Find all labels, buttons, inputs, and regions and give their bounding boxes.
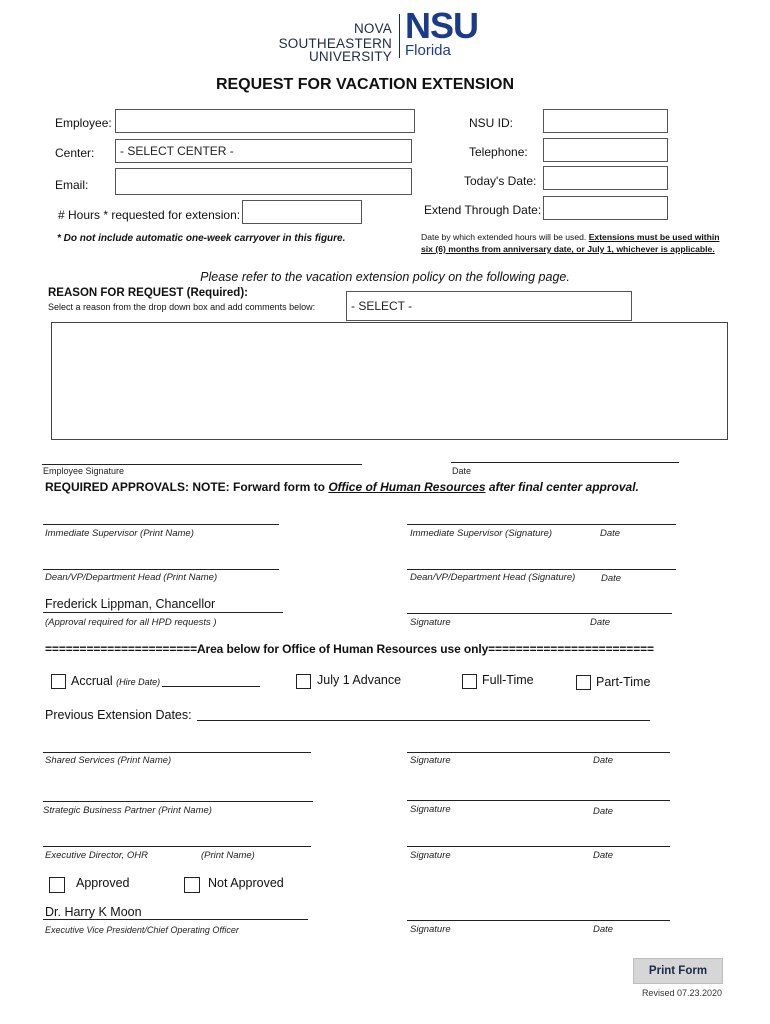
approvals-heading bbox=[45, 480, 639, 494]
supervisor-print-line[interactable] bbox=[43, 524, 279, 525]
date-note bbox=[421, 231, 723, 255]
strategic-partner-date-caption: Date bbox=[593, 806, 614, 817]
nsu-logo bbox=[405, 5, 479, 59]
todays-date-field[interactable] bbox=[543, 166, 668, 190]
strategic-partner-sig-caption: Signature bbox=[410, 804, 451, 815]
hr-divider: ======================Area below for Office of Human Resources use only======================== bbox=[45, 642, 654, 656]
revised-date: Revised 07.23.2020 bbox=[641, 988, 722, 998]
dean-print-caption: Dean/VP/Department Head (Print Name) bbox=[45, 572, 218, 583]
hours-label: # Hours * requested for extension: bbox=[58, 208, 241, 222]
chancellor-note: (Approval required for all HPD requests ) bbox=[45, 617, 217, 628]
evp-date-caption: Date bbox=[593, 924, 614, 935]
university-name-line1: NOVA SOUTHEASTERN bbox=[278, 21, 392, 51]
reason-select[interactable]: - SELECT - bbox=[346, 291, 632, 321]
evp-name: Dr. Harry K Moon bbox=[45, 905, 142, 919]
shared-services-line[interactable] bbox=[43, 752, 311, 753]
strategic-partner-line[interactable] bbox=[43, 801, 313, 802]
extend-through-label: Extend Through Date: bbox=[424, 203, 542, 217]
hire-date-line[interactable] bbox=[162, 686, 260, 687]
not-approved-label: Not Approved bbox=[208, 876, 284, 890]
logo-divider bbox=[399, 14, 400, 58]
reason-instruction: Select a reason from the drop down box and add comments below: bbox=[48, 302, 316, 312]
approvals-heading-suffix: after final center approval. bbox=[485, 480, 639, 494]
exec-director-line[interactable] bbox=[43, 846, 311, 847]
supervisor-date-caption: Date bbox=[600, 528, 621, 539]
evp-title: Executive Vice President/Chief Operating Officer bbox=[45, 925, 239, 935]
chancellor-date-caption: Date bbox=[590, 617, 611, 628]
shared-services-caption: Shared Services (Print Name) bbox=[45, 755, 172, 766]
evp-line bbox=[43, 919, 308, 920]
supervisor-sig-line[interactable] bbox=[407, 524, 676, 525]
page-title: REQUEST FOR VACATION EXTENSION bbox=[215, 76, 515, 93]
accrual-text: Accrual bbox=[71, 674, 113, 688]
exec-director-date-caption: Date bbox=[593, 850, 614, 861]
nsu-logo-sub: Florida bbox=[405, 42, 451, 59]
employee-field[interactable] bbox=[115, 109, 415, 133]
telephone-field[interactable] bbox=[543, 138, 668, 162]
not-approved-checkbox[interactable] bbox=[184, 877, 200, 893]
dean-sig-caption: Dean/VP/Department Head (Signature) bbox=[410, 572, 576, 583]
exec-director-print-caption: (Print Name) bbox=[201, 850, 255, 861]
employee-signature-caption: Employee Signature bbox=[43, 466, 125, 476]
print-form-button[interactable]: Print Form bbox=[633, 958, 723, 984]
prev-dates-label: Previous Extension Dates: bbox=[45, 708, 192, 722]
chancellor-line bbox=[43, 612, 283, 613]
nsu-id-label: NSU ID: bbox=[469, 116, 514, 130]
date-note-plain: Date by which extended hours will be used. bbox=[421, 232, 589, 242]
dean-sig-line[interactable] bbox=[407, 569, 676, 570]
exec-director-caption: Executive Director, OHR bbox=[45, 850, 148, 861]
accrual-label bbox=[71, 674, 160, 688]
approved-checkbox[interactable] bbox=[49, 877, 65, 893]
accrual-checkbox[interactable] bbox=[51, 674, 66, 689]
chancellor-sig-line[interactable] bbox=[407, 613, 672, 614]
dean-date-caption: Date bbox=[601, 573, 622, 584]
supervisor-print-caption: Immediate Supervisor (Print Name) bbox=[45, 528, 194, 539]
nsu-logo-mark: NSU bbox=[405, 5, 479, 46]
supervisor-sig-caption: Immediate Supervisor (Signature) bbox=[410, 528, 553, 539]
employee-date-line[interactable] bbox=[451, 462, 679, 463]
todays-date-label: Today's Date: bbox=[464, 174, 537, 188]
carryover-note: * Do not include automatic one-week carryover in this figure. bbox=[57, 233, 346, 244]
strategic-partner-caption: Strategic Business Partner (Print Name) bbox=[43, 805, 212, 816]
evp-sig-caption: Signature bbox=[410, 924, 451, 935]
evp-sig-line[interactable] bbox=[407, 920, 670, 921]
email-label: Email: bbox=[55, 178, 89, 192]
policy-note: Please refer to the vacation extension policy on the following page. bbox=[200, 270, 570, 284]
approvals-heading-prefix: REQUIRED APPROVALS: NOTE: Forward form to bbox=[45, 480, 329, 494]
approved-label: Approved bbox=[76, 876, 130, 890]
hours-field[interactable] bbox=[242, 200, 362, 224]
chancellor-sig-caption: Signature bbox=[410, 617, 451, 628]
chancellor-name: Frederick Lippman, Chancellor bbox=[45, 597, 216, 611]
july-advance-checkbox[interactable] bbox=[296, 674, 311, 689]
extend-through-field[interactable] bbox=[543, 196, 668, 220]
shared-services-sig-line[interactable] bbox=[407, 752, 670, 753]
shared-services-sig-caption: Signature bbox=[410, 755, 451, 766]
hire-date-text: (Hire Date) bbox=[116, 677, 161, 687]
email-field[interactable] bbox=[115, 168, 412, 195]
dean-print-line[interactable] bbox=[43, 569, 279, 570]
prev-dates-line[interactable] bbox=[197, 720, 650, 721]
exec-director-sig-line[interactable] bbox=[407, 846, 670, 847]
reason-title: REASON FOR REQUEST (Required): bbox=[48, 287, 248, 299]
part-time-label: Part-Time bbox=[596, 675, 651, 689]
employee-signature-line[interactable] bbox=[42, 464, 362, 465]
part-time-checkbox[interactable] bbox=[576, 675, 591, 690]
comments-textarea[interactable] bbox=[51, 322, 728, 440]
center-label: Center: bbox=[55, 146, 95, 160]
date-note-bold: Extensions must be used within six (6) months from anniversary date, or July 1, whichever is applicable. bbox=[421, 232, 720, 254]
university-name-line2: UNIVERSITY bbox=[308, 49, 392, 64]
full-time-checkbox[interactable] bbox=[462, 674, 477, 689]
shared-services-date-caption: Date bbox=[593, 755, 614, 766]
july-advance-label: July 1 Advance bbox=[317, 673, 402, 687]
telephone-label: Telephone: bbox=[469, 145, 528, 159]
employee-date-caption: Date bbox=[452, 466, 472, 476]
strategic-partner-sig-line[interactable] bbox=[407, 800, 670, 801]
employee-label: Employee: bbox=[55, 116, 112, 130]
center-select[interactable]: - SELECT CENTER - bbox=[115, 139, 412, 163]
full-time-label: Full-Time bbox=[482, 673, 534, 687]
university-name bbox=[258, 21, 392, 64]
nsu-id-field[interactable] bbox=[543, 109, 668, 133]
exec-director-sig-caption: Signature bbox=[410, 850, 451, 861]
ohr-link[interactable]: Office of Human Resources bbox=[328, 480, 486, 494]
